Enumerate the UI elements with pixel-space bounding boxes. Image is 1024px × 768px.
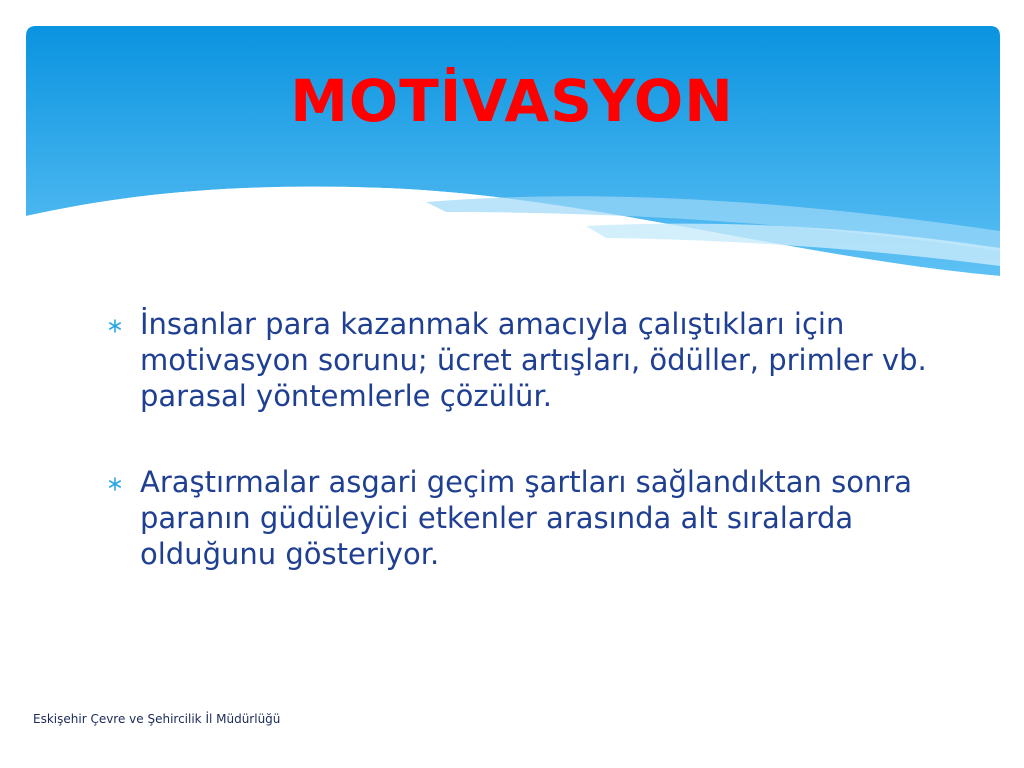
asterisk-bullet-icon (108, 477, 122, 491)
bullet-item (108, 306, 928, 414)
bullet-text: Araştırmalar asgari geçim şartları sağlandıktan sonra paranın güdüleyici etkenler arasında alt sıralarda olduğunu gösteriyor. (140, 465, 913, 571)
wave-banner-graphic (26, 26, 1000, 288)
bullet-list (108, 306, 928, 622)
bullet-item (108, 464, 928, 572)
footer-text: Eskişehir Çevre ve Şehircilik İl Müdürlüğü (33, 712, 281, 726)
slide-title: MOTİVASYON (290, 67, 734, 135)
asterisk-bullet-icon (108, 319, 122, 333)
header-banner (26, 26, 1000, 288)
bullet-text: İnsanlar para kazanmak amacıyla çalıştıkları için motivasyon sorunu; ücret artışları, ödüller, primler vb. parasal yöntemlerle çözülür. (140, 307, 927, 413)
